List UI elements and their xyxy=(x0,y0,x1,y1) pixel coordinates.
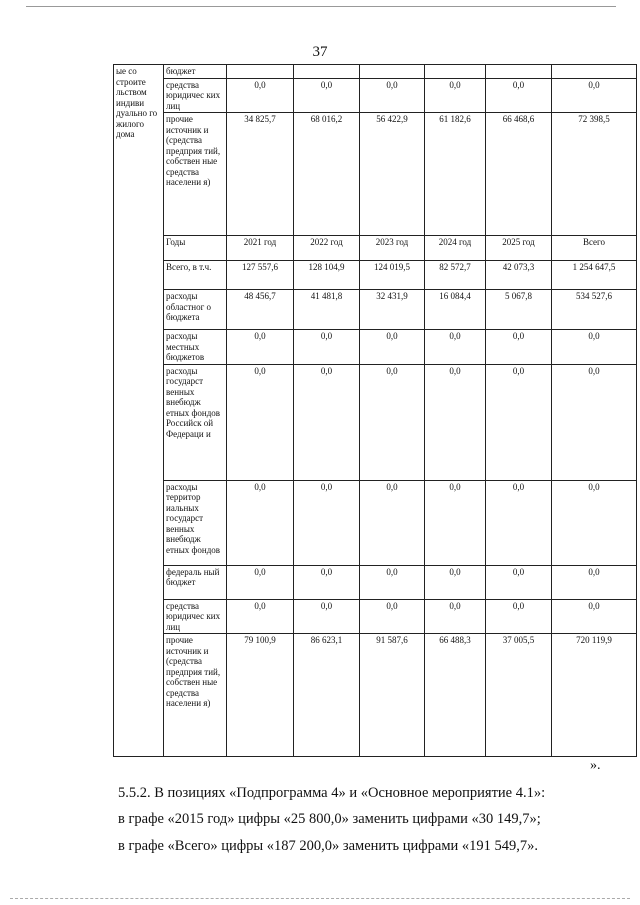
year-header-cell: 2023 год xyxy=(360,236,425,261)
value-cell: 32 431,9 xyxy=(360,290,425,330)
value-cell: 0,0 xyxy=(227,480,294,565)
value-cell: 0,0 xyxy=(360,565,425,599)
row-label: бюджет xyxy=(164,65,227,79)
value-cell: 0,0 xyxy=(294,364,360,480)
value-cell: 534 527,6 xyxy=(552,290,637,330)
table-row xyxy=(114,290,637,330)
years-header-row xyxy=(114,236,637,261)
row-label: средства юридичес ких лиц xyxy=(164,78,227,113)
activity-description: ые со строите льством индиви дуально го жилого дома xyxy=(114,65,164,757)
value-cell xyxy=(552,65,637,79)
table-row xyxy=(114,480,637,565)
row-label: расходы местных бюджетов xyxy=(164,330,227,365)
value-cell: 0,0 xyxy=(294,480,360,565)
value-cell: 0,0 xyxy=(360,599,425,634)
value-cell: 91 587,6 xyxy=(360,634,425,757)
value-cell: 0,0 xyxy=(552,599,637,634)
row-label: расходы территор иальных государст венных внебюдж етных фондов xyxy=(164,480,227,565)
value-cell: 66 468,6 xyxy=(486,113,552,236)
table-row xyxy=(114,330,637,365)
table-row xyxy=(114,565,637,599)
row-label: прочие источник и (средства предприя тий, собствен ные средства населени я) xyxy=(164,634,227,757)
row-label: расходы областног о бюджета xyxy=(164,290,227,330)
year-header-cell: 2024 год xyxy=(425,236,486,261)
table-row xyxy=(114,78,637,113)
value-cell: 79 100,9 xyxy=(227,634,294,757)
table-row xyxy=(114,65,637,79)
value-cell: 42 073,3 xyxy=(486,261,552,290)
value-cell: 0,0 xyxy=(552,330,637,365)
value-cell: 0,0 xyxy=(486,599,552,634)
value-cell: 128 104,9 xyxy=(294,261,360,290)
value-cell: 68 016,2 xyxy=(294,113,360,236)
row-label: средства юридичес ких лиц xyxy=(164,599,227,634)
row-label: расходы государст венных внебюдж етных фондов Российск ой Федераци и xyxy=(164,364,227,480)
value-cell: 0,0 xyxy=(425,565,486,599)
budget-table-body xyxy=(114,65,637,757)
value-cell: 16 084,4 xyxy=(425,290,486,330)
value-cell: 5 067,8 xyxy=(486,290,552,330)
value-cell: 0,0 xyxy=(486,565,552,599)
value-cell: 0,0 xyxy=(425,330,486,365)
value-cell xyxy=(486,65,552,79)
value-cell: 0,0 xyxy=(227,364,294,480)
closing-quote: ». xyxy=(590,758,601,773)
value-cell: 0,0 xyxy=(425,480,486,565)
budget-table xyxy=(113,64,637,757)
value-cell: 720 119,9 xyxy=(552,634,637,757)
year-header-cell: 2022 год xyxy=(294,236,360,261)
row-label: федераль ный бюджет xyxy=(164,565,227,599)
value-cell: 0,0 xyxy=(294,330,360,365)
value-cell: 0,0 xyxy=(425,364,486,480)
value-cell: 0,0 xyxy=(294,565,360,599)
value-cell: 124 019,5 xyxy=(360,261,425,290)
table-row xyxy=(114,113,637,236)
row-label: прочие источник и (средства предприя тий, собствен ные средства населени я) xyxy=(164,113,227,236)
table-row xyxy=(114,364,637,480)
amendment-paragraph-3: в графе «Всего» цифры «187 200,0» заменить цифрами «191 549,7». xyxy=(118,838,539,854)
value-cell: 0,0 xyxy=(552,364,637,480)
table-row xyxy=(114,599,637,634)
value-cell: 0,0 xyxy=(425,599,486,634)
value-cell: 0,0 xyxy=(486,330,552,365)
table-row xyxy=(114,634,637,757)
value-cell xyxy=(360,65,425,79)
bottom-rule xyxy=(10,898,630,899)
value-cell: 86 623,1 xyxy=(294,634,360,757)
value-cell: 0,0 xyxy=(360,364,425,480)
value-cell: 0,0 xyxy=(360,330,425,365)
table-row xyxy=(114,261,637,290)
value-cell: 48 456,7 xyxy=(227,290,294,330)
value-cell: 0,0 xyxy=(552,480,637,565)
value-cell xyxy=(294,65,360,79)
value-cell: 56 422,9 xyxy=(360,113,425,236)
value-cell: 61 182,6 xyxy=(425,113,486,236)
value-cell xyxy=(425,65,486,79)
value-cell: 0,0 xyxy=(486,78,552,113)
value-cell: 0,0 xyxy=(294,78,360,113)
value-cell: 82 572,7 xyxy=(425,261,486,290)
year-header-cell: 2021 год xyxy=(227,236,294,261)
value-cell: 0,0 xyxy=(486,364,552,480)
value-cell: 37 005,5 xyxy=(486,634,552,757)
value-cell: 0,0 xyxy=(552,565,637,599)
top-rule xyxy=(26,6,616,7)
value-cell: 0,0 xyxy=(360,480,425,565)
value-cell: 72 398,5 xyxy=(552,113,637,236)
value-cell: 34 825,7 xyxy=(227,113,294,236)
page-number: 37 xyxy=(312,44,328,60)
years-header-label: Годы xyxy=(164,236,227,261)
value-cell: 1 254 647,5 xyxy=(552,261,637,290)
value-cell: 0,0 xyxy=(486,480,552,565)
value-cell: 127 557,6 xyxy=(227,261,294,290)
value-cell: 41 481,8 xyxy=(294,290,360,330)
value-cell: 0,0 xyxy=(227,330,294,365)
row-label: Всего, в т.ч. xyxy=(164,261,227,290)
value-cell: 0,0 xyxy=(227,565,294,599)
value-cell: 0,0 xyxy=(425,78,486,113)
value-cell: 0,0 xyxy=(360,78,425,113)
year-header-cell: Всего xyxy=(552,236,637,261)
value-cell: 0,0 xyxy=(227,599,294,634)
value-cell: 0,0 xyxy=(294,599,360,634)
value-cell: 66 488,3 xyxy=(425,634,486,757)
amendment-paragraph-1: 5.5.2. В позициях «Подпрограмма 4» и «Основное мероприятие 4.1»: xyxy=(118,785,546,801)
value-cell: 0,0 xyxy=(227,78,294,113)
amendment-paragraph-2: в графе «2015 год» цифры «25 800,0» заменить цифрами «30 149,7»; xyxy=(118,811,541,827)
value-cell: 0,0 xyxy=(552,78,637,113)
year-header-cell: 2025 год xyxy=(486,236,552,261)
value-cell xyxy=(227,65,294,79)
